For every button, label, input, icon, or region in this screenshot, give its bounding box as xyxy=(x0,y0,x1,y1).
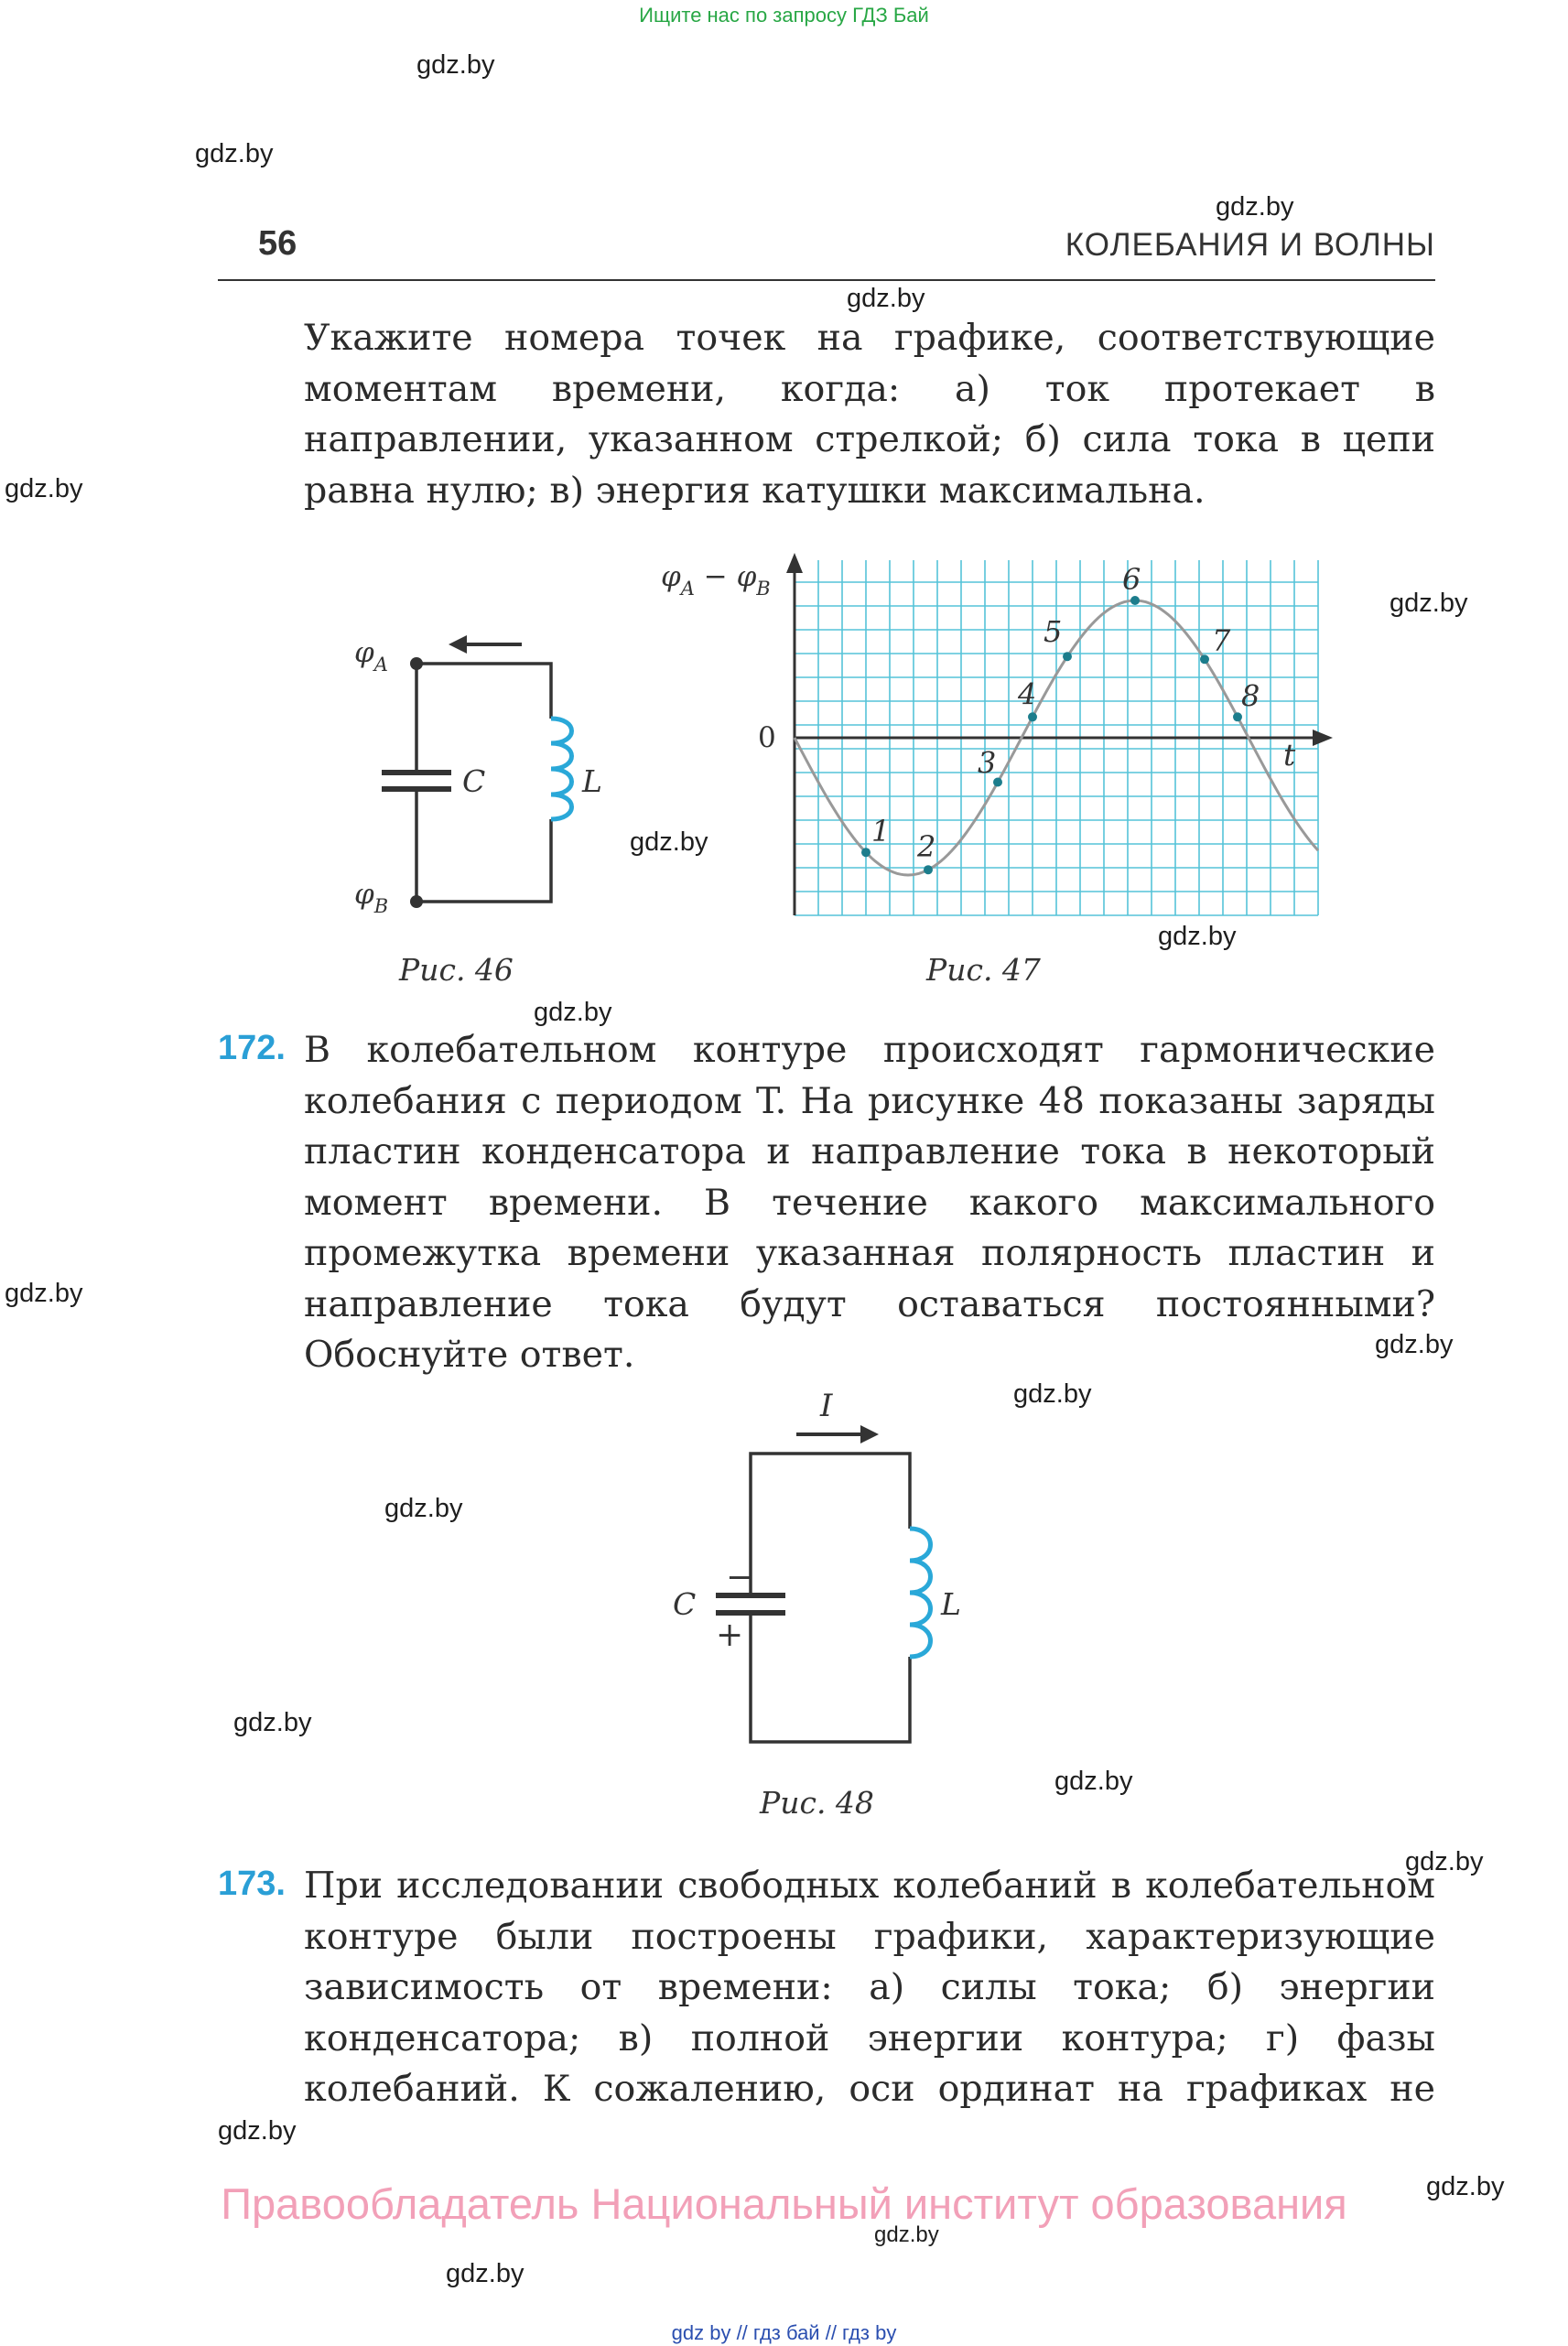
current-arrow-head xyxy=(449,635,467,654)
watermark: gdz.by xyxy=(534,998,612,1027)
figure-47-graph xyxy=(641,540,1336,924)
coil-label: L xyxy=(582,763,602,799)
watermark: gdz.by xyxy=(5,1279,83,1308)
x-axis-arrow xyxy=(1313,730,1333,746)
watermark: gdz.by xyxy=(1216,192,1294,222)
figure-48-caption: Рис. 48 xyxy=(760,1785,874,1821)
graph-point-label-3: 3 xyxy=(978,745,997,781)
figure-46-circuit xyxy=(348,622,604,924)
watermark: gdz.by xyxy=(847,284,925,313)
problem-173-text: При исследовании свободных колебаний в колебательном контуре были построены графики, характеризующие зависимость от времени: а) силы тока; б) энергии конденсатора; в) полной энергии контура; г) фазы колебаний. К сожалению, оси ординат на графиках не xyxy=(304,1865,1435,2110)
graph-point-label-5: 5 xyxy=(1044,614,1063,650)
capacitor-label: C xyxy=(673,1586,697,1622)
problem-172-text: В колебательном контуре происходят гармонические колебания с периодом T. На рисунке 48 показаны заряды пластин конденсатора и направление тока в некоторый момент времени. В течение какого максимального промежутка времени указанная полярность пластин и направление тока будут оставаться постоянными? Обоснуйте ответ. xyxy=(304,1029,1435,1376)
graph-point-label-8: 8 xyxy=(1241,678,1260,714)
page-number: 56 xyxy=(258,224,297,263)
wire-bottom xyxy=(751,1613,910,1742)
watermark: gdz.by xyxy=(218,2116,297,2146)
watermark: gdz.by xyxy=(630,827,708,857)
capacitor-label: C xyxy=(462,763,486,799)
wire-top xyxy=(751,1454,910,1595)
plus-sign: + xyxy=(716,1616,744,1654)
graph-point-1 xyxy=(861,848,871,857)
header-divider xyxy=(218,279,1435,281)
problem-172-number: 172. xyxy=(218,1029,286,1067)
watermark: gdz.by xyxy=(446,2259,524,2288)
copyright-footer: Правообладатель Национальный институт образования xyxy=(221,2179,1347,2228)
wire-bottom xyxy=(416,819,551,902)
watermark: gdz.by xyxy=(1013,1379,1092,1409)
watermark: gdz.by xyxy=(1158,922,1237,951)
graph-point-6 xyxy=(1130,596,1140,605)
phi-a-label: $\varphi_A$ xyxy=(354,636,388,676)
terminal-b xyxy=(410,895,423,908)
figure-47-caption: Рис. 47 xyxy=(926,952,1041,988)
graph-point-label-7: 7 xyxy=(1212,622,1231,658)
graph-point-5 xyxy=(1063,652,1072,661)
watermark: gdz.by xyxy=(1426,2172,1505,2201)
problem-173-number: 173. xyxy=(218,1865,286,1903)
current-label: I xyxy=(820,1388,833,1424)
graph-point-2 xyxy=(924,865,933,874)
bottom-links[interactable]: gdz by // гдз бай // гдз by xyxy=(671,2321,897,2344)
graph-point-4 xyxy=(1028,712,1037,721)
y-axis-label: $\varphi_A - \varphi_B$ xyxy=(661,560,771,600)
minus-sign: − xyxy=(726,1559,754,1596)
coil xyxy=(910,1529,931,1657)
watermark: gdz.by xyxy=(5,474,83,503)
top-banner[interactable]: Ищите нас по запросу ГДЗ Бай xyxy=(639,4,929,27)
phi-b-label: $\varphi_B$ xyxy=(354,878,389,917)
chapter-title: КОЛЕБАНИЯ И ВОЛНЫ xyxy=(1065,227,1435,263)
watermark: gdz.by xyxy=(1375,1330,1454,1359)
graph-point-label-6: 6 xyxy=(1122,562,1141,597)
graph-point-label-2: 2 xyxy=(917,829,936,865)
figure-46-caption: Рис. 46 xyxy=(399,952,514,988)
graph-point-label-1: 1 xyxy=(871,814,891,849)
y-axis-arrow xyxy=(786,553,803,573)
watermark: gdz.by xyxy=(874,2222,939,2247)
watermark: gdz.by xyxy=(1405,1847,1484,1876)
wire-top xyxy=(416,664,551,719)
watermark: gdz.by xyxy=(1390,589,1468,618)
watermark: gdz.by xyxy=(416,50,495,80)
origin-label: 0 xyxy=(758,721,776,754)
watermark: gdz.by xyxy=(1054,1767,1133,1796)
watermark: gdz.by xyxy=(195,139,274,168)
intro-paragraph: Укажите номера точек на графике, соответствующие моментам времени, когда: а) ток протекает в направлении, указанном стрелкой; б) сила тока в цепи равна нулю; в) энергия катушки максимальна. xyxy=(304,317,1435,512)
x-axis-label: t xyxy=(1283,737,1296,773)
graph-point-label-4: 4 xyxy=(1018,676,1037,712)
figure-48-circuit xyxy=(659,1378,970,1762)
graph-points xyxy=(861,562,1260,874)
watermark: gdz.by xyxy=(384,1494,463,1523)
terminal-a xyxy=(410,657,423,670)
graph-point-7 xyxy=(1200,654,1209,664)
coil xyxy=(551,719,572,819)
current-arrow-head xyxy=(860,1425,879,1443)
graph-point-8 xyxy=(1233,712,1242,721)
coil-label: L xyxy=(941,1586,961,1622)
watermark: gdz.by xyxy=(233,1708,312,1737)
